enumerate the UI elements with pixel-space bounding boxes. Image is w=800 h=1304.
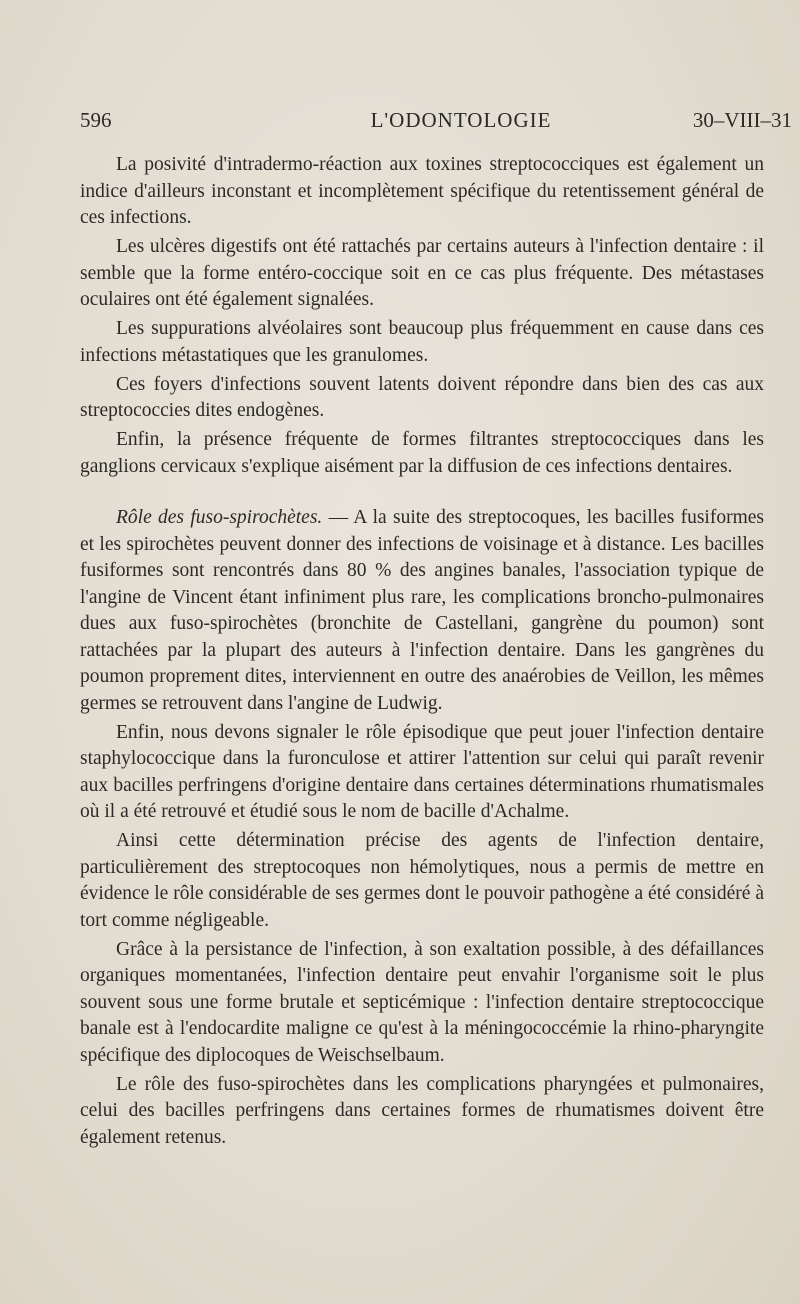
section-paragraph: [80, 505, 764, 717]
page-number: 596: [80, 108, 112, 132]
section-intro: — A la suite des streptocoques, les bacilles fusiformes et les spirochètes peuvent donner des infections de voisinage et à distance. Les bacilles fusiformes sont rencontrés dans 80 % des angines banales, l'association typique de l'angine de Vincent étant infiniment plus rare, les complications broncho-pulmonaires dues aux fuso-spirochètes (bronchite de Castellani, gangrène du poumon) sont rattachées par la plupart des auteurs à l'infection dentaire. Dans les gangrènes du poumon proprement dites, interviennent en outre des anaérobies de Veillon, les mêmes germes se retrouvent dans l'angine de Ludwig.: [80, 507, 764, 714]
paragraph: Enfin, la présence fréquente de formes filtrantes streptococciques dans les ganglions cervicaux s'explique aisément par la diffusion de ces infections dentaires.: [80, 429, 764, 477]
running-title: L'ODONTOLOGIE: [370, 108, 552, 132]
paragraph: Les suppurations alvéolaires sont beaucoup plus fréquemment en cause dans ces infections métastatiques que les granulomes.: [80, 318, 764, 366]
paragraph: Enfin, nous devons signaler le rôle épisodique que peut jouer l'infection dentaire staphylococcique dans la furonculose et attirer l'attention sur celui qui paraît revenir aux bacilles perfringens d'origine dentaire dans certaines déterminations rhumatismales où il a été retrouvé et étudié sous le nom de bacille d'Achalme.: [80, 721, 764, 822]
body-text: [80, 152, 764, 1154]
paragraph: Ainsi cette détermination précise des agents de l'infection dentaire, particulièrement des streptocoques non hémolytiques, nous a permis de mettre en évidence le rôle considérable de ses germes dont le pouvoir pathogène a été considéré à tort comme négligeable.: [80, 830, 764, 931]
paragraph: Le rôle des fuso-spirochètes dans les complications pharyngées et pulmonaires, celui des bacilles perfringens dans certaines formes de rhumatismes doivent être également retenus.: [80, 1073, 764, 1148]
section-heading: Rôle des fuso-spirochètes.: [116, 507, 323, 528]
paragraph: Les ulcères digestifs ont été rattachés par certains auteurs à l'infection dentaire : il semble que la forme entéro-coccique soit en ce cas plus fréquente. Des métastases oculaires ont été également signalées.: [80, 236, 764, 310]
paragraph: Ces foyers d'infections souvent latents doivent répondre dans bien des cas aux streptococcies dites endogènes.: [80, 373, 764, 421]
paragraph: La posivité d'intradermo-réaction aux toxines streptococciques est également un indice d'ailleurs inconstant et incomplètement spécifique du retentissement général de ces infections.: [80, 154, 764, 228]
page-header: [80, 108, 792, 140]
paragraph: Grâce à la persistance de l'infection, à son exaltation possible, à des défaillances organiques momentanées, l'infection dentaire peut envahir l'organisme soit le plus souvent sous une forme brutale et septicémique : l'infection dentaire streptococcique banale est à l'endocardite maligne ce qu'est à la méningococcémie la rhino-pharyngite spécifique des diplocoques de Weischselbaum.: [80, 938, 764, 1066]
issue-date: 30–VIII–31: [692, 108, 792, 132]
